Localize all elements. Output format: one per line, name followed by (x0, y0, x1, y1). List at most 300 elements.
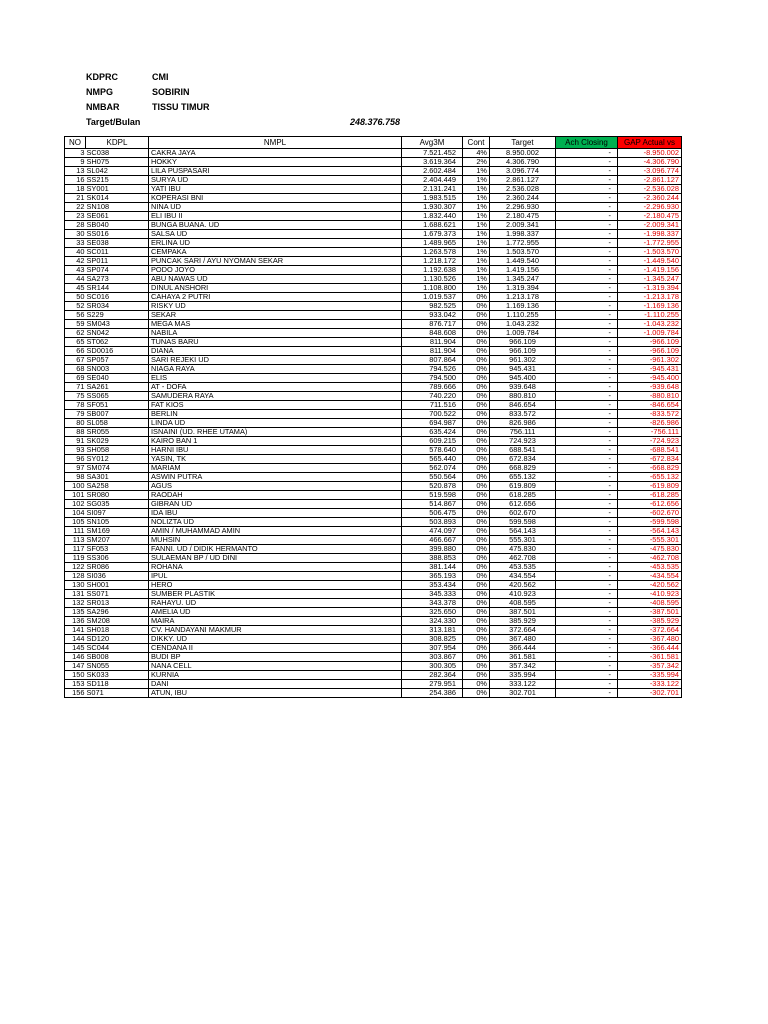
cell-ach-closing: - (556, 662, 618, 671)
cell-target: 846.654 (490, 401, 556, 410)
cell-no: 130 (65, 581, 86, 590)
cell-avg3m: 388.853 (402, 554, 463, 563)
cell-no: 9 (65, 158, 86, 167)
cell-no: 50 (65, 293, 86, 302)
header-label: Target/Bulan (86, 117, 141, 127)
cell-no: 132 (65, 599, 86, 608)
cell-avg3m: 848.608 (402, 329, 463, 338)
cell-avg3m: 694.987 (402, 419, 463, 428)
cell-ach-closing: - (556, 293, 618, 302)
cell-no: 104 (65, 509, 86, 518)
cell-kdpl: SM207 (86, 536, 149, 545)
cell-gap: -939.648 (618, 383, 682, 392)
cell-kdpl: SR144 (86, 284, 149, 293)
cell-nmpl: HOKKY (149, 158, 402, 167)
cell-cont: 1% (463, 284, 490, 293)
cell-kdpl: SR086 (86, 563, 149, 572)
cell-ach-closing: - (556, 482, 618, 491)
cell-nmpl: CAKRA JAYA (149, 149, 402, 158)
cell-ach-closing: - (556, 203, 618, 212)
cell-cont: 0% (463, 482, 490, 491)
cell-no: 67 (65, 356, 86, 365)
cell-avg3m: 466.667 (402, 536, 463, 545)
cell-ach-closing: - (556, 446, 618, 455)
cell-nmpl: SALSA UD (149, 230, 402, 239)
cell-kdpl: ST062 (86, 338, 149, 347)
cell-avg3m: 3.619.364 (402, 158, 463, 167)
table-row (65, 500, 682, 509)
cell-target: 756.111 (490, 428, 556, 437)
table-row (65, 626, 682, 635)
table-row (65, 230, 682, 239)
col-header-no: NO (65, 137, 86, 149)
cell-nmpl: CEMPAKA (149, 248, 402, 257)
cell-nmpl: FAT KIOS (149, 401, 402, 410)
cell-avg3m: 506.475 (402, 509, 463, 518)
table-row (65, 653, 682, 662)
table-row (65, 590, 682, 599)
cell-target: 1.503.570 (490, 248, 556, 257)
table-row (65, 455, 682, 464)
cell-ach-closing: - (556, 212, 618, 221)
cell-gap: -385.929 (618, 617, 682, 626)
cell-no: 79 (65, 410, 86, 419)
cell-target: 1.043.232 (490, 320, 556, 329)
cell-cont: 0% (463, 365, 490, 374)
cell-target: 1.110.255 (490, 311, 556, 320)
cell-cont: 0% (463, 500, 490, 509)
cell-kdpl: SD0016 (86, 347, 149, 356)
cell-cont: 2% (463, 158, 490, 167)
cell-avg3m: 794.526 (402, 365, 463, 374)
cell-target: 2.861.127 (490, 176, 556, 185)
cell-ach-closing: - (556, 284, 618, 293)
table-row (65, 338, 682, 347)
cell-target: 1.345.247 (490, 275, 556, 284)
cell-kdpl: SR080 (86, 491, 149, 500)
cell-no: 96 (65, 455, 86, 464)
cell-avg3m: 474.097 (402, 527, 463, 536)
header-label: NMBAR (86, 102, 120, 112)
table-row (65, 464, 682, 473)
cell-nmpl: RAODAH (149, 491, 402, 500)
cell-avg3m: 307.954 (402, 644, 463, 653)
cell-target: 1.449.540 (490, 257, 556, 266)
cell-no: 136 (65, 617, 86, 626)
table-row (65, 554, 682, 563)
cell-ach-closing: - (556, 527, 618, 536)
cell-gap: -453.535 (618, 563, 682, 572)
cell-ach-closing: - (556, 320, 618, 329)
cell-avg3m: 325.650 (402, 608, 463, 617)
cell-gap: -1.345.247 (618, 275, 682, 284)
cell-target: 555.301 (490, 536, 556, 545)
cell-avg3m: 279.951 (402, 680, 463, 689)
cell-cont: 0% (463, 410, 490, 419)
table-row (65, 608, 682, 617)
cell-cont: 0% (463, 635, 490, 644)
cell-no: 97 (65, 464, 86, 473)
cell-cont: 1% (463, 167, 490, 176)
cell-no: 98 (65, 473, 86, 482)
cell-nmpl: YATI IBU (149, 185, 402, 194)
cell-gap: -302.701 (618, 689, 682, 698)
cell-ach-closing: - (556, 194, 618, 203)
cell-target: 833.572 (490, 410, 556, 419)
cell-avg3m: 343.378 (402, 599, 463, 608)
cell-no: 80 (65, 419, 86, 428)
cell-kdpl: SA301 (86, 473, 149, 482)
cell-cont: 1% (463, 203, 490, 212)
cell-gap: -8.950.002 (618, 149, 682, 158)
header-label: NMPG (86, 87, 113, 97)
table-row (65, 329, 682, 338)
cell-nmpl: KOPERASI BNI (149, 194, 402, 203)
col-header-gap-actual: GAP Actual vs (618, 137, 682, 149)
cell-ach-closing: - (556, 365, 618, 374)
cell-target: 462.708 (490, 554, 556, 563)
cell-kdpl: SR034 (86, 302, 149, 311)
table-row (65, 383, 682, 392)
cell-nmpl: CENDANA II (149, 644, 402, 653)
table-row (65, 185, 682, 194)
cell-cont: 0% (463, 356, 490, 365)
cell-cont: 0% (463, 428, 490, 437)
cell-gap: -387.501 (618, 608, 682, 617)
cell-ach-closing: - (556, 167, 618, 176)
table-row (65, 302, 682, 311)
cell-avg3m: 1.688.621 (402, 221, 463, 230)
cell-no: 42 (65, 257, 86, 266)
cell-kdpl: SM043 (86, 320, 149, 329)
cell-avg3m: 520.878 (402, 482, 463, 491)
cell-nmpl: IPUL (149, 572, 402, 581)
cell-no: 141 (65, 626, 86, 635)
table-row (65, 266, 682, 275)
header-label: KDPRC (86, 72, 119, 82)
cell-no: 153 (65, 680, 86, 689)
cell-avg3m: 609.215 (402, 437, 463, 446)
cell-ach-closing: - (556, 356, 618, 365)
cell-no: 3 (65, 149, 86, 158)
cell-ach-closing: - (556, 383, 618, 392)
cell-gap: -1.419.156 (618, 266, 682, 275)
cell-gap: -2.180.475 (618, 212, 682, 221)
cell-target: 8.950.002 (490, 149, 556, 158)
cell-ach-closing: - (556, 563, 618, 572)
cell-ach-closing: - (556, 608, 618, 617)
col-header-target: Target (490, 137, 556, 149)
cell-gap: -846.654 (618, 401, 682, 410)
cell-nmpl: DIANA (149, 347, 402, 356)
cell-nmpl: TUNAS BARU (149, 338, 402, 347)
cell-cont: 0% (463, 554, 490, 563)
table-row (65, 617, 682, 626)
cell-gap: -1.998.337 (618, 230, 682, 239)
cell-cont: 0% (463, 599, 490, 608)
cell-avg3m: 807.864 (402, 356, 463, 365)
cell-cont: 0% (463, 527, 490, 536)
cell-cont: 0% (463, 464, 490, 473)
cell-ach-closing: - (556, 221, 618, 230)
cell-kdpl: SL058 (86, 419, 149, 428)
cell-target: 387.501 (490, 608, 556, 617)
cell-kdpl: SE038 (86, 239, 149, 248)
cell-target: 420.562 (490, 581, 556, 590)
cell-avg3m: 1.019.537 (402, 293, 463, 302)
cell-target: 564.143 (490, 527, 556, 536)
cell-target: 1.213.178 (490, 293, 556, 302)
cell-ach-closing: - (556, 248, 618, 257)
cell-kdpl: SA273 (86, 275, 149, 284)
cell-kdpl: SH075 (86, 158, 149, 167)
cell-kdpl: SI097 (86, 509, 149, 518)
cell-target: 688.541 (490, 446, 556, 455)
cell-nmpl: DIKKY. UD (149, 635, 402, 644)
cell-gap: -599.598 (618, 518, 682, 527)
cell-cont: 1% (463, 176, 490, 185)
cell-target: 1.998.337 (490, 230, 556, 239)
cell-no: 135 (65, 608, 86, 617)
cell-kdpl: SR055 (86, 428, 149, 437)
table-row (65, 392, 682, 401)
cell-cont: 0% (463, 563, 490, 572)
cell-no: 150 (65, 671, 86, 680)
cell-gap: -602.670 (618, 509, 682, 518)
table-row (65, 581, 682, 590)
cell-cont: 0% (463, 419, 490, 428)
cell-cont: 0% (463, 644, 490, 653)
cell-cont: 0% (463, 536, 490, 545)
cell-avg3m: 635.424 (402, 428, 463, 437)
cell-gap: -408.595 (618, 599, 682, 608)
cell-avg3m: 300.305 (402, 662, 463, 671)
cell-target: 408.595 (490, 599, 556, 608)
cell-no: 144 (65, 635, 86, 644)
cell-nmpl: FANNI. UD / DIDIK HERMANTO (149, 545, 402, 554)
cell-nmpl: RISKY UD (149, 302, 402, 311)
cell-gap: -1.449.540 (618, 257, 682, 266)
cell-avg3m: 1.108.800 (402, 284, 463, 293)
table-row (65, 446, 682, 455)
table-row (65, 194, 682, 203)
table-row (65, 320, 682, 329)
cell-cont: 0% (463, 473, 490, 482)
table-row (65, 662, 682, 671)
col-header-ach-closing: Ach Closing (556, 137, 618, 149)
cell-ach-closing: - (556, 518, 618, 527)
table-header-row (65, 137, 682, 149)
table-row (65, 527, 682, 536)
cell-avg3m: 345.333 (402, 590, 463, 599)
cell-nmpl: ISNAINI (UD. RHEE UTAMA) (149, 428, 402, 437)
cell-no: 56 (65, 311, 86, 320)
col-header-cont: Cont (463, 137, 490, 149)
cell-kdpl: SN055 (86, 662, 149, 671)
cell-nmpl: NOLIZTA UD (149, 518, 402, 527)
cell-cont: 1% (463, 239, 490, 248)
cell-cont: 0% (463, 680, 490, 689)
cell-no: 23 (65, 212, 86, 221)
cell-nmpl: CAHAYA 2 PUTRI (149, 293, 402, 302)
cell-no: 119 (65, 554, 86, 563)
cell-gap: -618.285 (618, 491, 682, 500)
cell-gap: -724.923 (618, 437, 682, 446)
cell-nmpl: AMIN / MUHAMMAD AMIN (149, 527, 402, 536)
cell-nmpl: BERLIN (149, 410, 402, 419)
cell-nmpl: ABU NAWAS UD (149, 275, 402, 284)
cell-avg3m: 700.522 (402, 410, 463, 419)
target-per-month-value: 248.376.758 (350, 117, 401, 127)
table-row (65, 518, 682, 527)
cell-avg3m: 1.930.307 (402, 203, 463, 212)
cell-target: 2.180.475 (490, 212, 556, 221)
cell-target: 372.664 (490, 626, 556, 635)
cell-cont: 0% (463, 446, 490, 455)
cell-target: 619.809 (490, 482, 556, 491)
cell-nmpl: MAIRA (149, 617, 402, 626)
cell-nmpl: BUNGA BUANA. UD (149, 221, 402, 230)
header-row-nmbar (86, 100, 486, 115)
cell-nmpl: AGUS (149, 482, 402, 491)
cell-avg3m: 982.525 (402, 302, 463, 311)
cell-kdpl: SP074 (86, 266, 149, 275)
cell-no: 28 (65, 221, 86, 230)
cell-no: 113 (65, 536, 86, 545)
cell-cont: 0% (463, 662, 490, 671)
cell-nmpl: MARIAM (149, 464, 402, 473)
cell-target: 410.923 (490, 590, 556, 599)
cell-ach-closing: - (556, 554, 618, 563)
cell-nmpl: SULAEMAN BP / UD DINI (149, 554, 402, 563)
cell-kdpl: SH001 (86, 581, 149, 590)
cell-target: 724.923 (490, 437, 556, 446)
cell-ach-closing: - (556, 230, 618, 239)
table-row (65, 248, 682, 257)
table-row (65, 491, 682, 500)
cell-nmpl: ASWIN PUTRA (149, 473, 402, 482)
cell-target: 945.431 (490, 365, 556, 374)
table-row (65, 644, 682, 653)
cell-gap: -4.306.790 (618, 158, 682, 167)
cell-target: 880.810 (490, 392, 556, 401)
cell-kdpl: SN042 (86, 329, 149, 338)
cell-avg3m: 740.220 (402, 392, 463, 401)
cell-avg3m: 303.867 (402, 653, 463, 662)
table-row (65, 275, 682, 284)
cell-kdpl: SY012 (86, 455, 149, 464)
cell-target: 366.444 (490, 644, 556, 653)
cell-gap: -372.664 (618, 626, 682, 635)
cell-gap: -756.111 (618, 428, 682, 437)
cell-avg3m: 353.434 (402, 581, 463, 590)
cell-kdpl: SP011 (86, 257, 149, 266)
cell-kdpl: SK033 (86, 671, 149, 680)
cell-no: 22 (65, 203, 86, 212)
cell-ach-closing: - (556, 392, 618, 401)
cell-kdpl: SF053 (86, 545, 149, 554)
table-row (65, 545, 682, 554)
table-row (65, 239, 682, 248)
cell-gap: -1.009.784 (618, 329, 682, 338)
cell-nmpl: HERO (149, 581, 402, 590)
cell-gap: -1.213.178 (618, 293, 682, 302)
cell-nmpl: SURYA UD (149, 176, 402, 185)
cell-cont: 0% (463, 572, 490, 581)
cell-ach-closing: - (556, 590, 618, 599)
cell-cont: 0% (463, 293, 490, 302)
cell-avg3m: 2.404.449 (402, 176, 463, 185)
cell-kdpl: SR013 (86, 599, 149, 608)
table-row (65, 149, 682, 158)
cell-no: 40 (65, 248, 86, 257)
header-row-target (86, 115, 486, 130)
cell-cont: 0% (463, 437, 490, 446)
cell-avg3m: 811.904 (402, 347, 463, 356)
cell-target: 655.132 (490, 473, 556, 482)
cell-target: 1.419.156 (490, 266, 556, 275)
cell-gap: -434.554 (618, 572, 682, 581)
cell-cont: 0% (463, 302, 490, 311)
cell-gap: -688.541 (618, 446, 682, 455)
cell-ach-closing: - (556, 509, 618, 518)
cell-gap: -475.830 (618, 545, 682, 554)
cell-ach-closing: - (556, 266, 618, 275)
table-row (65, 374, 682, 383)
cell-kdpl: SA258 (86, 482, 149, 491)
cell-gap: -361.581 (618, 653, 682, 662)
cell-cont: 0% (463, 509, 490, 518)
cell-no: 33 (65, 239, 86, 248)
cell-nmpl: LINDA UD (149, 419, 402, 428)
cell-no: 117 (65, 545, 86, 554)
cell-kdpl: SA296 (86, 608, 149, 617)
cell-kdpl: SB040 (86, 221, 149, 230)
cell-gap: -420.562 (618, 581, 682, 590)
cell-gap: -410.923 (618, 590, 682, 599)
cell-nmpl: YASIN, TK (149, 455, 402, 464)
cell-no: 111 (65, 527, 86, 536)
cell-gap: -1.169.136 (618, 302, 682, 311)
cell-cont: 1% (463, 212, 490, 221)
cell-ach-closing: - (556, 572, 618, 581)
cell-avg3m: 794.500 (402, 374, 463, 383)
cell-ach-closing: - (556, 419, 618, 428)
cell-cont: 0% (463, 347, 490, 356)
table-row (65, 212, 682, 221)
cell-ach-closing: - (556, 401, 618, 410)
cell-cont: 1% (463, 221, 490, 230)
cell-cont: 1% (463, 230, 490, 239)
cell-target: 475.830 (490, 545, 556, 554)
cell-avg3m: 811.904 (402, 338, 463, 347)
table-row (65, 284, 682, 293)
table-row (65, 311, 682, 320)
cell-gap: -2.009.341 (618, 221, 682, 230)
cell-cont: 0% (463, 401, 490, 410)
cell-nmpl: GIBRAN UD (149, 500, 402, 509)
cell-kdpl: SH018 (86, 626, 149, 635)
cell-avg3m: 933.042 (402, 311, 463, 320)
cell-no: 78 (65, 401, 86, 410)
cell-avg3m: 399.880 (402, 545, 463, 554)
cell-gap: -335.994 (618, 671, 682, 680)
cell-cont: 0% (463, 338, 490, 347)
cell-target: 4.306.790 (490, 158, 556, 167)
cell-no: 52 (65, 302, 86, 311)
cell-ach-closing: - (556, 455, 618, 464)
cell-kdpl: SS215 (86, 176, 149, 185)
